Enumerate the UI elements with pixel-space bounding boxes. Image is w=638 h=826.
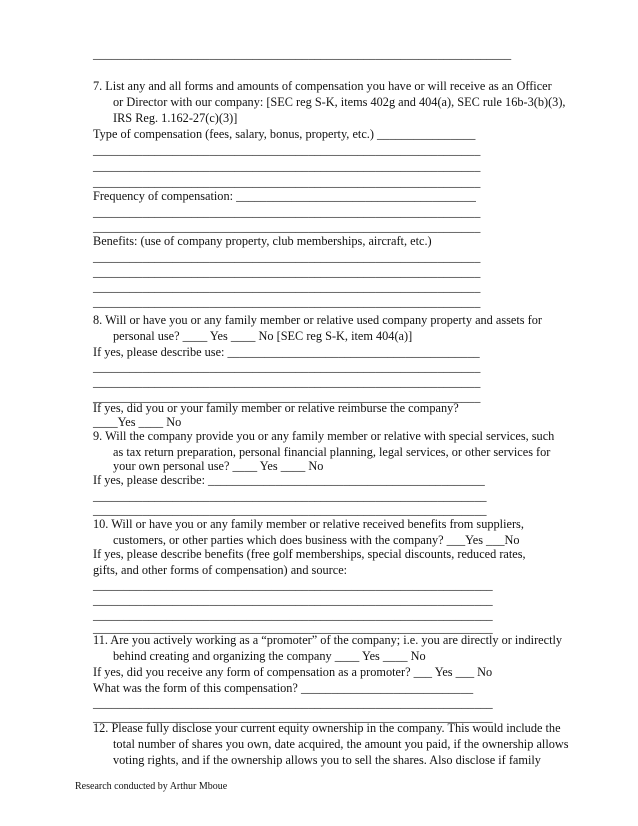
- blank-line: _______________________________________________________________: [93, 390, 481, 404]
- promoter-compensation-question: If yes, did you receive any form of compensation as a promoter? ___ Yes ___ No: [93, 665, 493, 679]
- blank-line: _______________________________________________________________: [93, 295, 481, 309]
- blank-line: _______________________________________________________________: [93, 205, 481, 219]
- blank-line: _________________________________________________________________: [93, 608, 493, 622]
- question-7-text: IRS Reg. 1.162-27(c)(3)]: [113, 111, 238, 125]
- blank-line: _________________________________________________________________: [93, 696, 493, 710]
- question-12-text: total number of shares you own, date acquired, the amount you paid, if the ownership allows: [113, 737, 569, 751]
- blank-line: _______________________________________________________________: [93, 143, 481, 157]
- question-10-text: customers, or other parties which does business with the company? ___Yes ___No: [113, 533, 520, 547]
- compensation-type-label: Type of compensation (fees, salary, bonus, property, etc.) ________________: [93, 127, 476, 141]
- reimburse-answer: ____Yes ____ No: [93, 415, 182, 429]
- blank-line: _________________________________________________________________: [93, 710, 493, 724]
- blank-line: ________________________________________________________________: [93, 503, 487, 517]
- question-12-text: 12. Please fully disclose your current equity ownership in the company. This would include the: [93, 721, 561, 735]
- blank-line: _______________________________________________________________: [93, 265, 481, 279]
- blank-line: _______________________________________________________________: [93, 220, 481, 234]
- blank-line: _______________________________________________________________: [93, 360, 481, 374]
- benefits-label: Benefits: (use of company property, club memberships, aircraft, etc.): [93, 234, 432, 248]
- question-9-text: your own personal use? ____ Yes ____ No: [113, 459, 324, 473]
- blank-line: _________________________________________________________________: [93, 593, 493, 607]
- blank-line: ________________________________________________________________: [93, 489, 487, 503]
- blank-line: _______________________________________________________________: [93, 280, 481, 294]
- question-10-text: 10. Will or have you or any family member or relative received benefits from suppliers,: [93, 517, 524, 531]
- blank-line: _________________________________________________________________: [93, 621, 493, 635]
- question-7-text: or Director with our company: [SEC reg S-K, items 402g and 404(a), SEC rule 16b-3(b)(3),: [113, 95, 566, 109]
- question-12-text: voting rights, and if the ownership allows you to sell the shares. Also disclose if family: [113, 753, 541, 767]
- footer-credit: Research conducted by Arthur Mboue: [75, 781, 228, 792]
- blank-line: _______________________________________________________________: [93, 175, 481, 189]
- reimburse-question: If yes, did you or your family member or relative reimburse the company?: [93, 401, 459, 415]
- blank-line: _______________________________________________________________: [93, 159, 481, 173]
- question-11-text: behind creating and organizing the company ____ Yes ____ No: [113, 649, 426, 663]
- question-8-text: personal use? ____ Yes ____ No [SEC reg S-K, item 404(a)]: [113, 329, 413, 343]
- question-11-text: 11. Are you actively working as a “promoter” of the company; i.e. you are directly or indirectly: [93, 633, 563, 647]
- question-9-text: 9. Will the company provide you or any family member or relative with special services, such: [93, 429, 555, 443]
- question-8-text: 8. Will or have you or any family member or relative used company property and assets for: [93, 313, 543, 327]
- question-9-text: as tax return preparation, personal financial planning, legal services, or other services for: [113, 445, 551, 459]
- describe-benefits-label: gifts, and other forms of compensation) and source:: [93, 563, 348, 577]
- compensation-form-label: What was the form of this compensation? ____________________________: [93, 681, 474, 695]
- blank-line: ____________________________________________________________________: [93, 47, 512, 61]
- blank-line: _______________________________________________________________: [93, 375, 481, 389]
- blank-line: _______________________________________________________________: [93, 250, 481, 264]
- question-7-text: 7. List any and all forms and amounts of compensation you have or will receive as an Officer: [93, 79, 552, 93]
- compensation-frequency-label: Frequency of compensation: _______________________________________: [93, 189, 476, 203]
- describe-benefits-label: If yes, please describe benefits (free golf memberships, special discounts, reduced rates,: [93, 547, 526, 561]
- describe-use-label: If yes, please describe use: _________________________________________: [93, 345, 480, 359]
- blank-line: _________________________________________________________________: [93, 578, 493, 592]
- describe-label: If yes, please describe: _____________________________________________: [93, 473, 485, 487]
